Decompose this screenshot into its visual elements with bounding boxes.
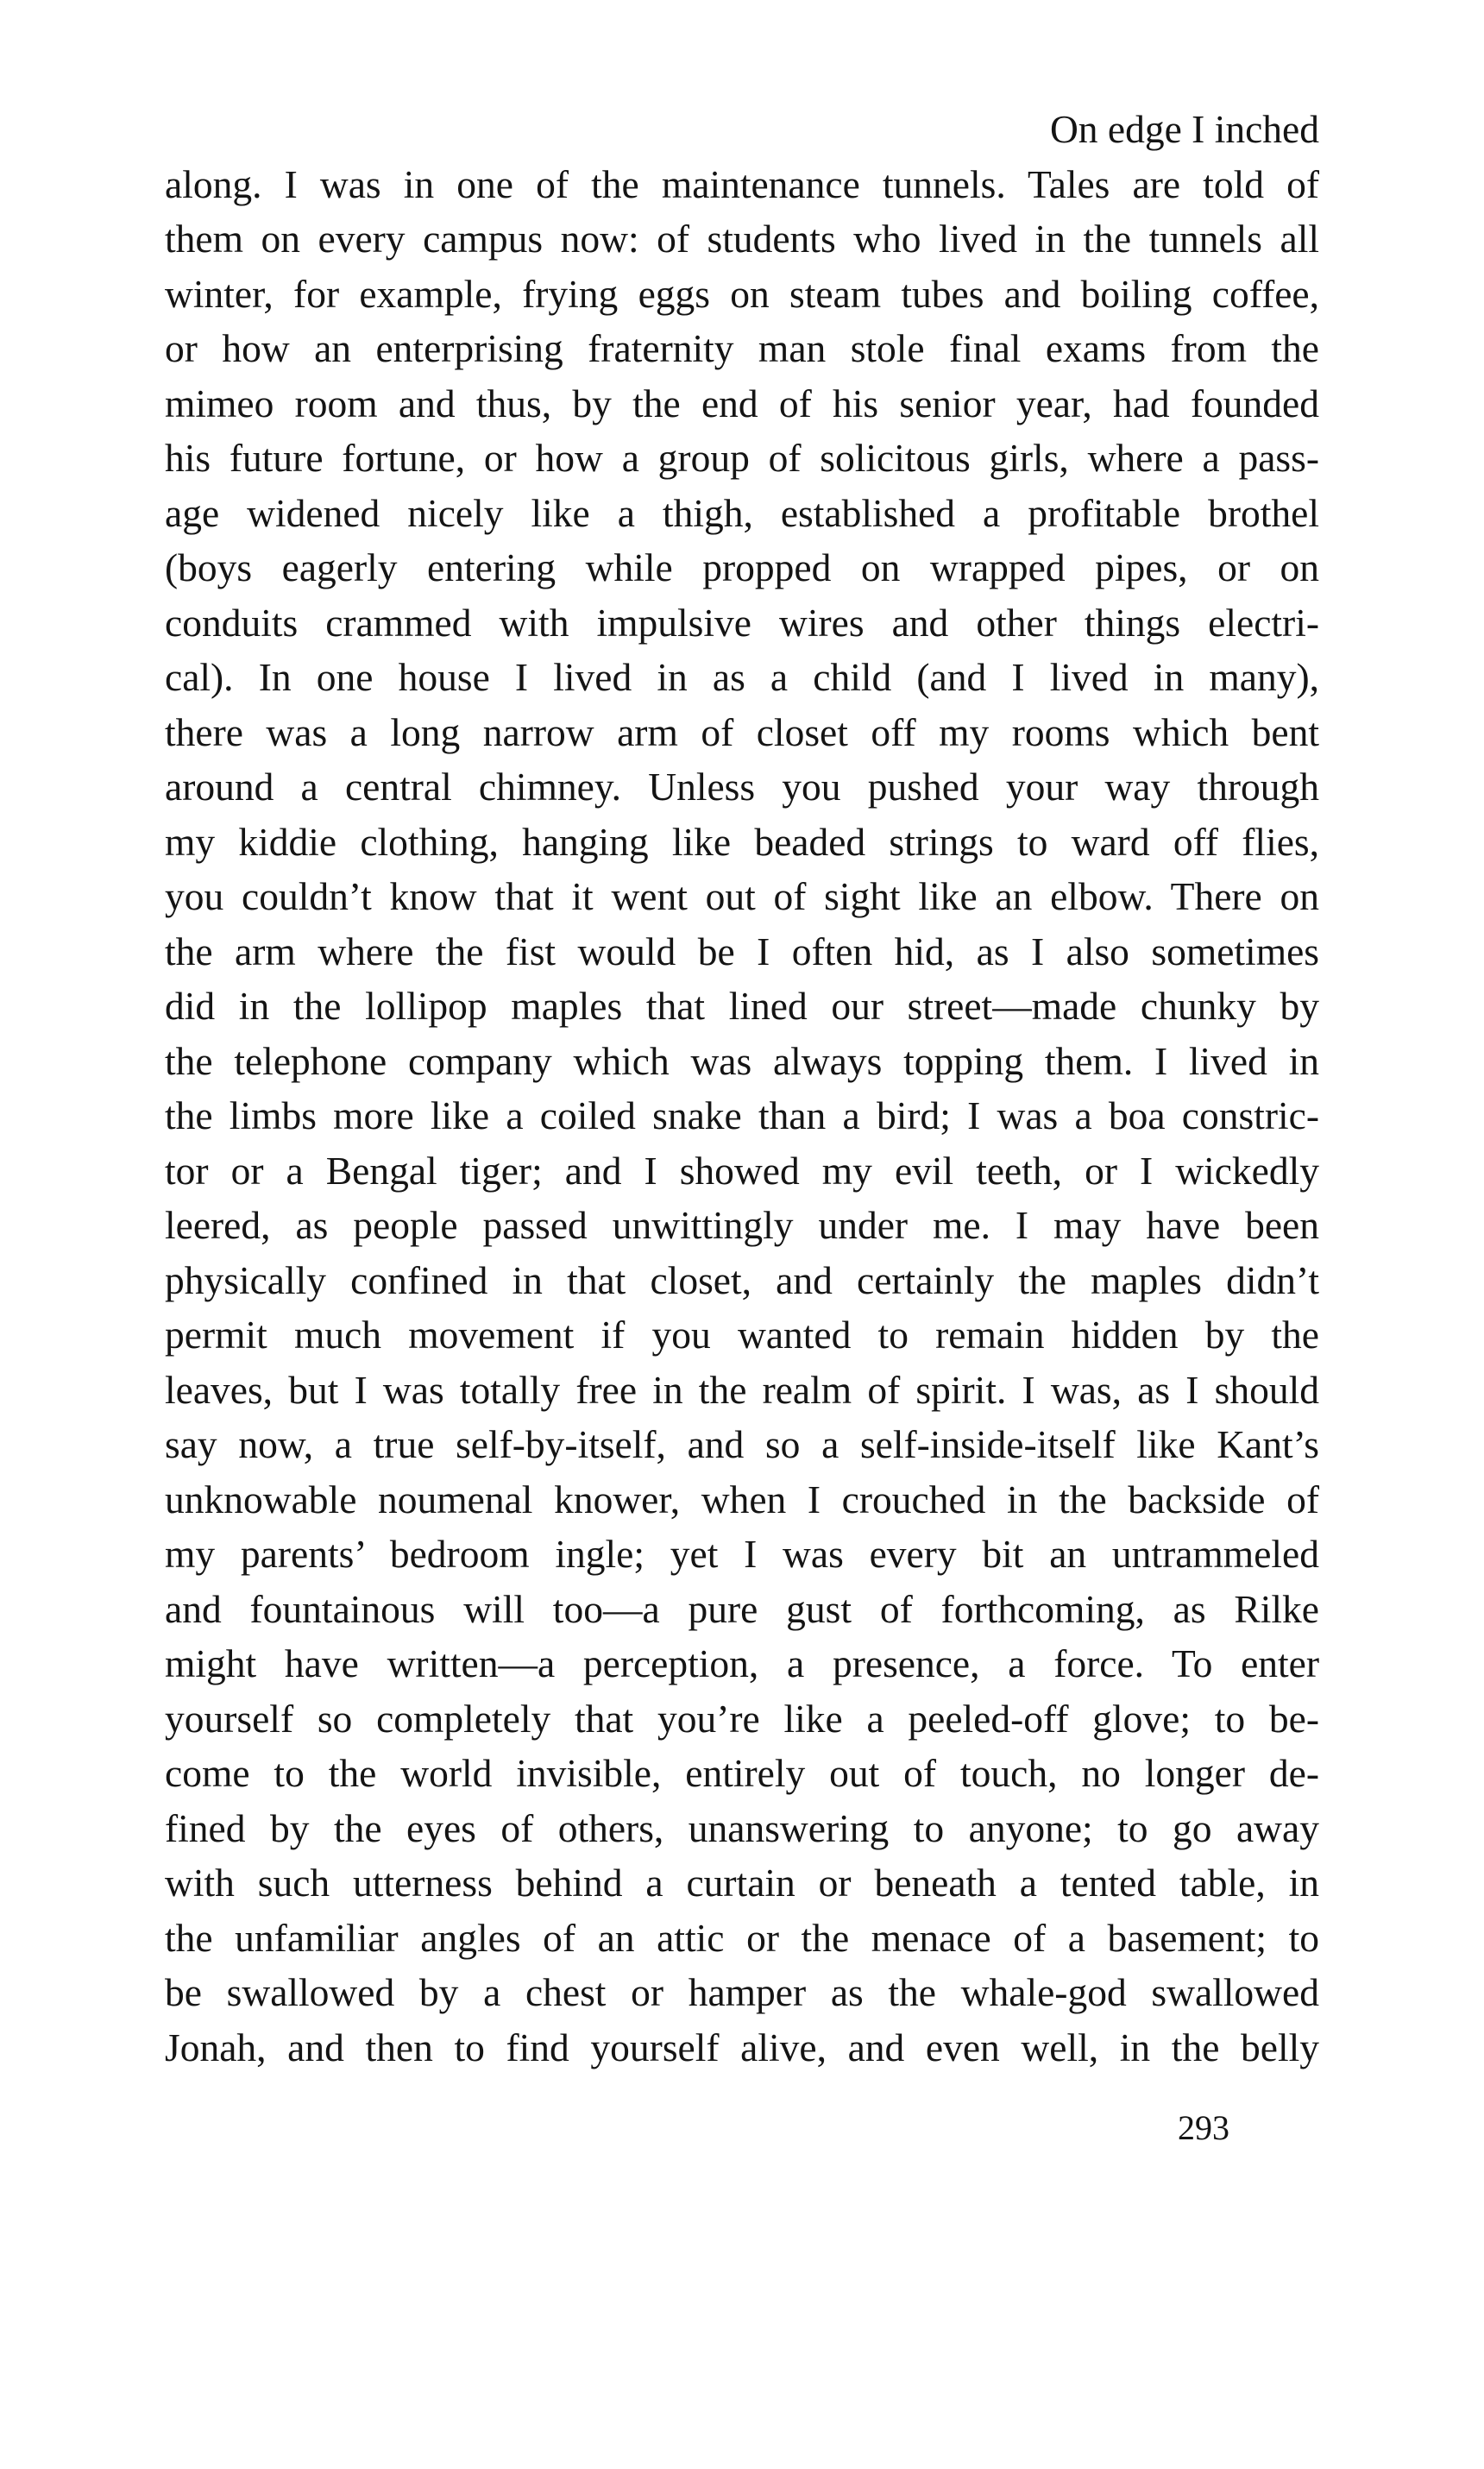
text-line: Jonah, and then to find yourself alive, and even well, in the belly [165, 2025, 1319, 2069]
text-line: yourself so completely that you’re like a peeled-off glove; to be- [165, 1696, 1319, 1741]
text-line: did in the lollipop maples that lined our street—made chunky by [165, 984, 1319, 1028]
text-line: mimeo room and thus, by the end of his senior year, had founded [165, 381, 1319, 425]
text-line: unknowable noumenal knower, when I crouched in the backside of [165, 1477, 1319, 1521]
text-line: there was a long narrow arm of closet off my rooms which bent [165, 709, 1319, 754]
text-line: age widened nicely like a thigh, established a profitable brothel [165, 490, 1319, 535]
text-line: permit much movement if you wanted to remain hidden by the [165, 1313, 1319, 1357]
text-line: (boys eagerly entering while propped on wrapped pipes, or on [165, 545, 1319, 589]
text-line: the telephone company which was always topping them. I lived in [165, 1038, 1319, 1083]
text-line: the limbs more like a coiled snake than a bird; I was a boa constric- [165, 1093, 1319, 1137]
text-line: them on every campus now: of students who lived in the tunnels all [165, 217, 1319, 261]
text-line: the unfamiliar angles of an attic or the menace of a basement; to [165, 1915, 1319, 1960]
text-line: On edge I inched [1049, 107, 1319, 151]
body-text [165, 102, 1319, 2075]
text-line: around a central chimney. Unless you pushed your way through [165, 765, 1319, 809]
text-line: or how an enterprising fraternity man stole final exams from the [165, 326, 1319, 370]
text-line: and fountainous will too—a pure gust of forthcoming, as Rilke [165, 1586, 1319, 1631]
text-line: my kiddie clothing, hanging like beaded strings to ward off flies, [165, 819, 1319, 864]
text-line: with such utterness behind a curtain or beneath a tented table, in [165, 1861, 1319, 1905]
text-line: conduits crammed with impulsive wires and other things electri- [165, 600, 1319, 645]
text-line: say now, a true self-by-itself, and so a self-inside-itself like Kant’s [165, 1422, 1319, 1466]
text-line: along. I was in one of the maintenance tunnels. Tales are told of [165, 161, 1319, 206]
text-line: the arm where the fist would be I often hid, as I also sometimes [165, 929, 1319, 973]
text-line: his future fortune, or how a group of solicitous girls, where a pass- [165, 436, 1319, 480]
text-line: you couldn’t know that it went out of sight like an elbow. There on [165, 874, 1319, 918]
page-number: 293 [1178, 2108, 1229, 2147]
text-line: winter, for example, frying eggs on steam tubes and boiling coffee, [165, 271, 1319, 316]
text-line: my parents’ bedroom ingle; yet I was every bit an untrammeled [165, 1532, 1319, 1576]
text-line: be swallowed by a chest or hamper as the whale-god swallowed [165, 1970, 1319, 2014]
text-line: might have written—a perception, a presence, a force. To enter [165, 1641, 1319, 1685]
text-line: leered, as people passed unwittingly under me. I may have been [165, 1203, 1319, 1247]
text-line: tor or a Bengal tiger; and I showed my evil teeth, or I wickedly [165, 1148, 1319, 1193]
text-line: cal). In one house I lived in as a child (and I lived in many), [165, 655, 1319, 699]
text-line: physically confined in that closet, and certainly the maples didn’t [165, 1257, 1319, 1302]
text-line: fined by the eyes of others, unanswering to anyone; to go away [165, 1805, 1319, 1850]
text-line: leaves, but I was totally free in the realm of spirit. I was, as I should [165, 1367, 1319, 1412]
text-line: come to the world invisible, entirely out of touch, no longer de- [165, 1751, 1319, 1795]
